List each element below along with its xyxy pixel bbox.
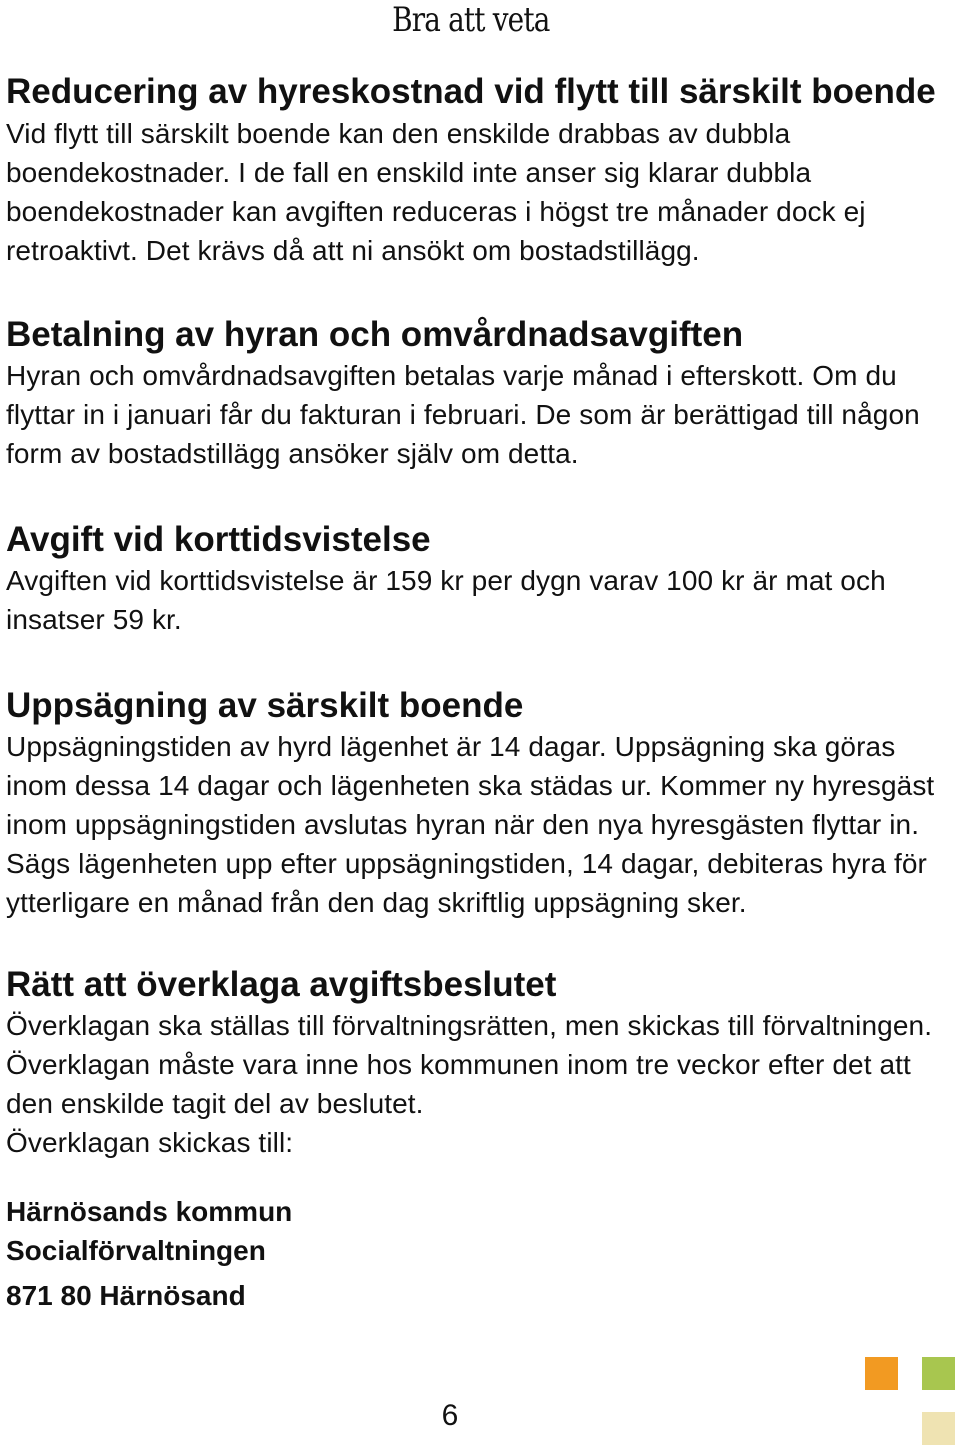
main-content — [6, 70, 936, 1315]
section-body: Avgiften vid korttidsvistelse är 159 kr per dygn varav 100 kr är mat och insatser 59 kr. — [6, 565, 886, 635]
address-organization: Härnösands kommun — [6, 1196, 293, 1227]
section-overklaga — [6, 964, 936, 1162]
postal-address — [6, 1192, 936, 1315]
section-body: Hyran och omvårdnadsavgiften betalas varje månad i efterskott. Om du flyttar in i januari får du fakturan i februari. De som är berättigad till någon form av bostadstillägg ansöker själv om detta. — [6, 360, 920, 469]
decorative-square-pale — [922, 1412, 955, 1445]
section-betalning — [6, 314, 936, 473]
section-uppsagning — [6, 685, 936, 922]
section-title: Rätt att överklaga avgiftsbeslutet — [6, 965, 557, 1004]
section-body: Uppsägningstiden av hyrd lägenhet är 14 dagar. Uppsägning ska göras inom dessa 14 dagar och lägenheten ska städas ur. Kommer ny hyresgäst inom uppsägningstiden avslutas hyran när den nya hyresgästen flyttar in. Sägs lägenheten upp efter uppsägningstiden, 14 dagar, debiteras hyra för ytterligare en månad från den dag skriftlig uppsägning sker. — [6, 731, 935, 918]
section-body: Överklagan ska ställas till förvaltningsrätten, men skickas till förvaltningen. Överklagan måste vara inne hos kommunen inom tre veckor efter det att den enskilde tagit del av beslutet. — [6, 1010, 933, 1119]
decorative-square-green — [922, 1357, 955, 1390]
section-title: Betalning av hyran och omvårdnadsavgiften — [6, 315, 744, 354]
decorative-square-orange — [865, 1357, 898, 1390]
section-body: Vid flytt till särskilt boende kan den enskilde drabbas av dubbla boendekostnader. I de fall en enskild inte anser sig klarar dubbla boendekostnader kan avgiften reduceras i högst tre månader dock ej retroaktivt. Det krävs då att ni ansökt om bostadstillägg. — [6, 118, 866, 266]
page-number: 6 — [441, 1399, 459, 1432]
address-department: Socialförvaltningen — [6, 1235, 266, 1266]
section-title: Uppsägning av särskilt boende — [6, 686, 524, 725]
section-title: Reducering av hyreskostnad vid flytt till särskilt boende — [6, 72, 936, 111]
section-note: Överklagan skickas till: — [6, 1127, 294, 1158]
section-hyreskostnad — [6, 70, 936, 270]
page-header-title: Bra att veta — [392, 0, 550, 40]
address-postal-code-city: 871 80 Härnösand — [6, 1280, 246, 1311]
section-title: Avgift vid korttidsvistelse — [6, 520, 431, 559]
section-korttidsvistelse — [6, 519, 936, 639]
